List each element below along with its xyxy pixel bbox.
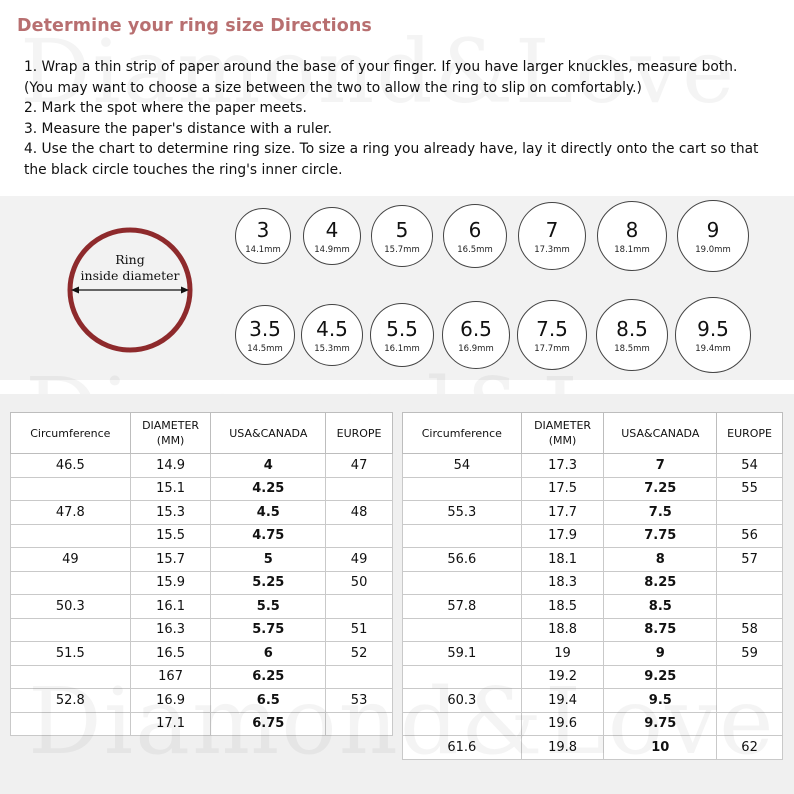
usa-canada-cell: 9.25 [604,665,717,689]
circumference-cell [403,571,522,595]
ring-size-mm: 14.9mm [314,245,350,255]
diameter-cell: 15.1 [130,477,211,501]
europe-cell: 58 [717,618,783,642]
ring-size-mm: 16.5mm [457,245,493,255]
ring-size-number: 6.5 [460,317,492,341]
diameter-cell: 17.1 [130,712,211,736]
ring-size-mm: 14.5mm [247,344,283,354]
ring-size-mm: 16.9mm [458,344,494,354]
ring-size-number: 6 [468,218,482,242]
header-europe: EUROPE [326,413,393,454]
usa-canada-cell: 10 [604,736,717,760]
diameter-cell: 16.3 [130,618,211,642]
circumference-cell: 56.6 [403,548,522,572]
europe-cell: 55 [717,477,783,501]
circumference-cell: 55.3 [403,501,522,525]
europe-cell [326,712,393,736]
diameter-cell: 16.1 [130,595,211,619]
header-usa-canada: USA&CANADA [604,413,717,454]
europe-cell: 54 [717,454,783,478]
europe-cell: 52 [326,642,393,666]
direction-line: 3. Measure the paper's distance with a ruler. [24,120,332,137]
circumference-cell: 46.5 [11,454,131,478]
diameter-cell: 19.4 [521,689,604,713]
diameter-cell: 16.9 [130,689,211,713]
circumference-cell [11,665,131,689]
direction-line: (You may want to choose a size between the two to allow the ring to slip on comfortably.) [24,79,642,96]
diameter-cell: 18.5 [521,595,604,619]
circumference-cell: 54 [403,454,522,478]
ring-size-mm: 18.1mm [614,245,650,255]
ring-size-mm: 15.3mm [314,344,350,354]
europe-cell [717,571,783,595]
ring-size-number: 9 [706,218,720,242]
ring-size-circle [677,200,749,272]
usa-canada-cell: 8.25 [604,571,717,595]
diameter-cell: 17.9 [521,524,604,548]
ring-size-circle [371,205,433,267]
circumference-cell: 50.3 [11,595,131,619]
circumference-cell: 57.8 [403,595,522,619]
circumference-cell [11,524,131,548]
circumference-cell: 60.3 [403,689,522,713]
direction-line: 2. Mark the spot where the paper meets. [24,100,307,116]
circumference-cell [11,712,131,736]
usa-canada-cell: 5.75 [211,618,326,642]
table-row [403,548,783,572]
usa-canada-cell: 7.25 [604,477,717,501]
ring-label: Ring [115,252,145,267]
table-row [11,665,393,689]
header-diameter [130,413,211,454]
diameter-cell: 15.7 [130,548,211,572]
ring-size-mm: 18.5mm [614,344,650,354]
table-row [11,548,393,572]
usa-canada-cell: 4.75 [211,524,326,548]
usa-canada-cell: 8.75 [604,618,717,642]
ring-size-number: 3 [256,218,270,242]
diameter-cell: 18.3 [521,571,604,595]
table-row [403,689,783,713]
ring-size-table-left [10,412,393,736]
europe-cell [717,595,783,619]
diameter-cell: 19.2 [521,665,604,689]
table-row [403,524,783,548]
usa-canada-cell: 6.75 [211,712,326,736]
diameter-cell: 17.5 [521,477,604,501]
usa-canada-cell: 5 [211,548,326,572]
diameter-cell: 14.9 [130,454,211,478]
ring-size-mm: 15.7mm [384,245,420,255]
circumference-cell [403,477,522,501]
usa-canada-cell: 5.25 [211,571,326,595]
ring-size-circle [442,301,510,369]
header-europe: EUROPE [717,413,783,454]
circumference-cell: 49 [11,548,131,572]
table-row [11,524,393,548]
header-diameter [521,413,604,454]
diameter-cell: 17.7 [521,501,604,525]
europe-cell: 62 [717,736,783,760]
direction-line: the black circle touches the ring's inner circle. [24,161,343,178]
circumference-cell: 51.5 [11,642,131,666]
europe-cell: 59 [717,642,783,666]
europe-cell [326,595,393,619]
table-row [403,501,783,525]
header-circumference: Circumference [11,413,131,454]
europe-cell: 48 [326,501,393,525]
header-diameter-unit: (MM) [548,434,577,447]
table-row [403,571,783,595]
table-row [11,618,393,642]
table-row [11,642,393,666]
table-row [11,454,393,478]
ring-size-number: 4.5 [316,317,348,341]
ring-size-number: 8.5 [616,317,648,341]
table-row [403,642,783,666]
circumference-cell [11,477,131,501]
ring-size-number: 8 [625,218,639,242]
europe-cell [326,665,393,689]
ring-size-mm: 17.7mm [534,344,570,354]
header-usa-canada: USA&CANADA [211,413,326,454]
ring-size-circle [303,207,361,265]
table-row [403,712,783,736]
ring-size-mm: 19.0mm [695,245,731,255]
diameter-cell: 19 [521,642,604,666]
ring-size-number: 5 [395,218,409,242]
table-row [403,736,783,760]
usa-canada-cell: 9 [604,642,717,666]
ring-size-circle [597,201,667,271]
europe-cell [717,689,783,713]
circumference-cell [11,571,131,595]
ring-size-number: 7.5 [536,317,568,341]
usa-canada-cell: 7 [604,454,717,478]
usa-canada-cell: 6 [211,642,326,666]
europe-cell: 51 [326,618,393,642]
usa-canada-cell: 4 [211,454,326,478]
europe-cell [326,524,393,548]
diameter-cell: 18.1 [521,548,604,572]
circumference-cell [403,524,522,548]
diameter-cell: 167 [130,665,211,689]
directions-text [24,57,784,180]
usa-canada-cell: 8 [604,548,717,572]
table-row [11,477,393,501]
table-row [403,454,783,478]
table-row [403,665,783,689]
circumference-cell [403,665,522,689]
table-row [11,501,393,525]
circumference-cell: 52.8 [11,689,131,713]
ring-size-circle [235,305,295,365]
diameter-cell: 15.5 [130,524,211,548]
page-title: Determine your ring size Directions [17,16,372,36]
europe-cell [717,501,783,525]
usa-canada-cell: 7.5 [604,501,717,525]
europe-cell: 56 [717,524,783,548]
ring-size-circle [517,300,587,370]
usa-canada-cell: 8.5 [604,595,717,619]
table-row [403,618,783,642]
europe-cell: 47 [326,454,393,478]
header-diameter-label: DIAMETER [534,419,592,432]
table-row [11,595,393,619]
diameter-cell: 19.6 [521,712,604,736]
diameter-cell: 15.9 [130,571,211,595]
europe-cell: 57 [717,548,783,572]
ring-size-number: 7 [545,218,559,242]
diameter-cell: 19.8 [521,736,604,760]
ring-size-number: 4 [325,218,339,242]
europe-cell: 50 [326,571,393,595]
circumference-cell [403,618,522,642]
ring-diagram [60,220,200,360]
ring-size-circle [301,304,363,366]
ring-size-table-right [402,412,783,760]
ring-label: inside diameter [80,268,180,283]
ring-size-mm: 14.1mm [245,245,281,255]
europe-cell: 49 [326,548,393,572]
diameter-cell: 15.3 [130,501,211,525]
usa-canada-cell: 6.5 [211,689,326,713]
ring-size-number: 3.5 [249,317,281,341]
usa-canada-cell: 5.5 [211,595,326,619]
europe-cell [326,477,393,501]
europe-cell [717,712,783,736]
table-row [11,689,393,713]
ring-size-circle [675,297,751,373]
usa-canada-cell: 9.75 [604,712,717,736]
ring-size-number: 9.5 [697,317,729,341]
table-row [403,477,783,501]
europe-cell [717,665,783,689]
diameter-cell: 17.3 [521,454,604,478]
header-circumference: Circumference [403,413,522,454]
header-diameter-label: DIAMETER [142,419,200,432]
ring-size-circle [518,202,586,270]
europe-cell: 53 [326,689,393,713]
table-row [11,571,393,595]
ring-size-mm: 17.3mm [534,245,570,255]
circumference-cell: 47.8 [11,501,131,525]
ring-size-circle [443,204,507,268]
ring-size-circle [370,303,434,367]
direction-line: 1. Wrap a thin strip of paper around the base of your finger. If you have larger knuckles, measure both. [24,59,738,75]
circumference-cell [11,618,131,642]
ring-size-mm: 19.4mm [695,344,731,354]
diameter-cell: 16.5 [130,642,211,666]
direction-line: 4. Use the chart to determine ring size. To size a ring you already have, lay it directly onto the cart so that [24,141,759,157]
usa-canada-cell: 4.25 [211,477,326,501]
header-diameter-unit: (MM) [156,434,185,447]
table-row [403,595,783,619]
ring-size-mm: 16.1mm [384,344,420,354]
ring-size-circle [235,208,291,264]
circumference-cell [403,712,522,736]
usa-canada-cell: 9.5 [604,689,717,713]
usa-canada-cell: 4.5 [211,501,326,525]
usa-canada-cell: 7.75 [604,524,717,548]
diameter-cell: 18.8 [521,618,604,642]
circumference-cell: 59.1 [403,642,522,666]
ring-size-circle [596,299,668,371]
circumference-cell: 61.6 [403,736,522,760]
ring-size-number: 5.5 [386,317,418,341]
usa-canada-cell: 6.25 [211,665,326,689]
table-row [11,712,393,736]
